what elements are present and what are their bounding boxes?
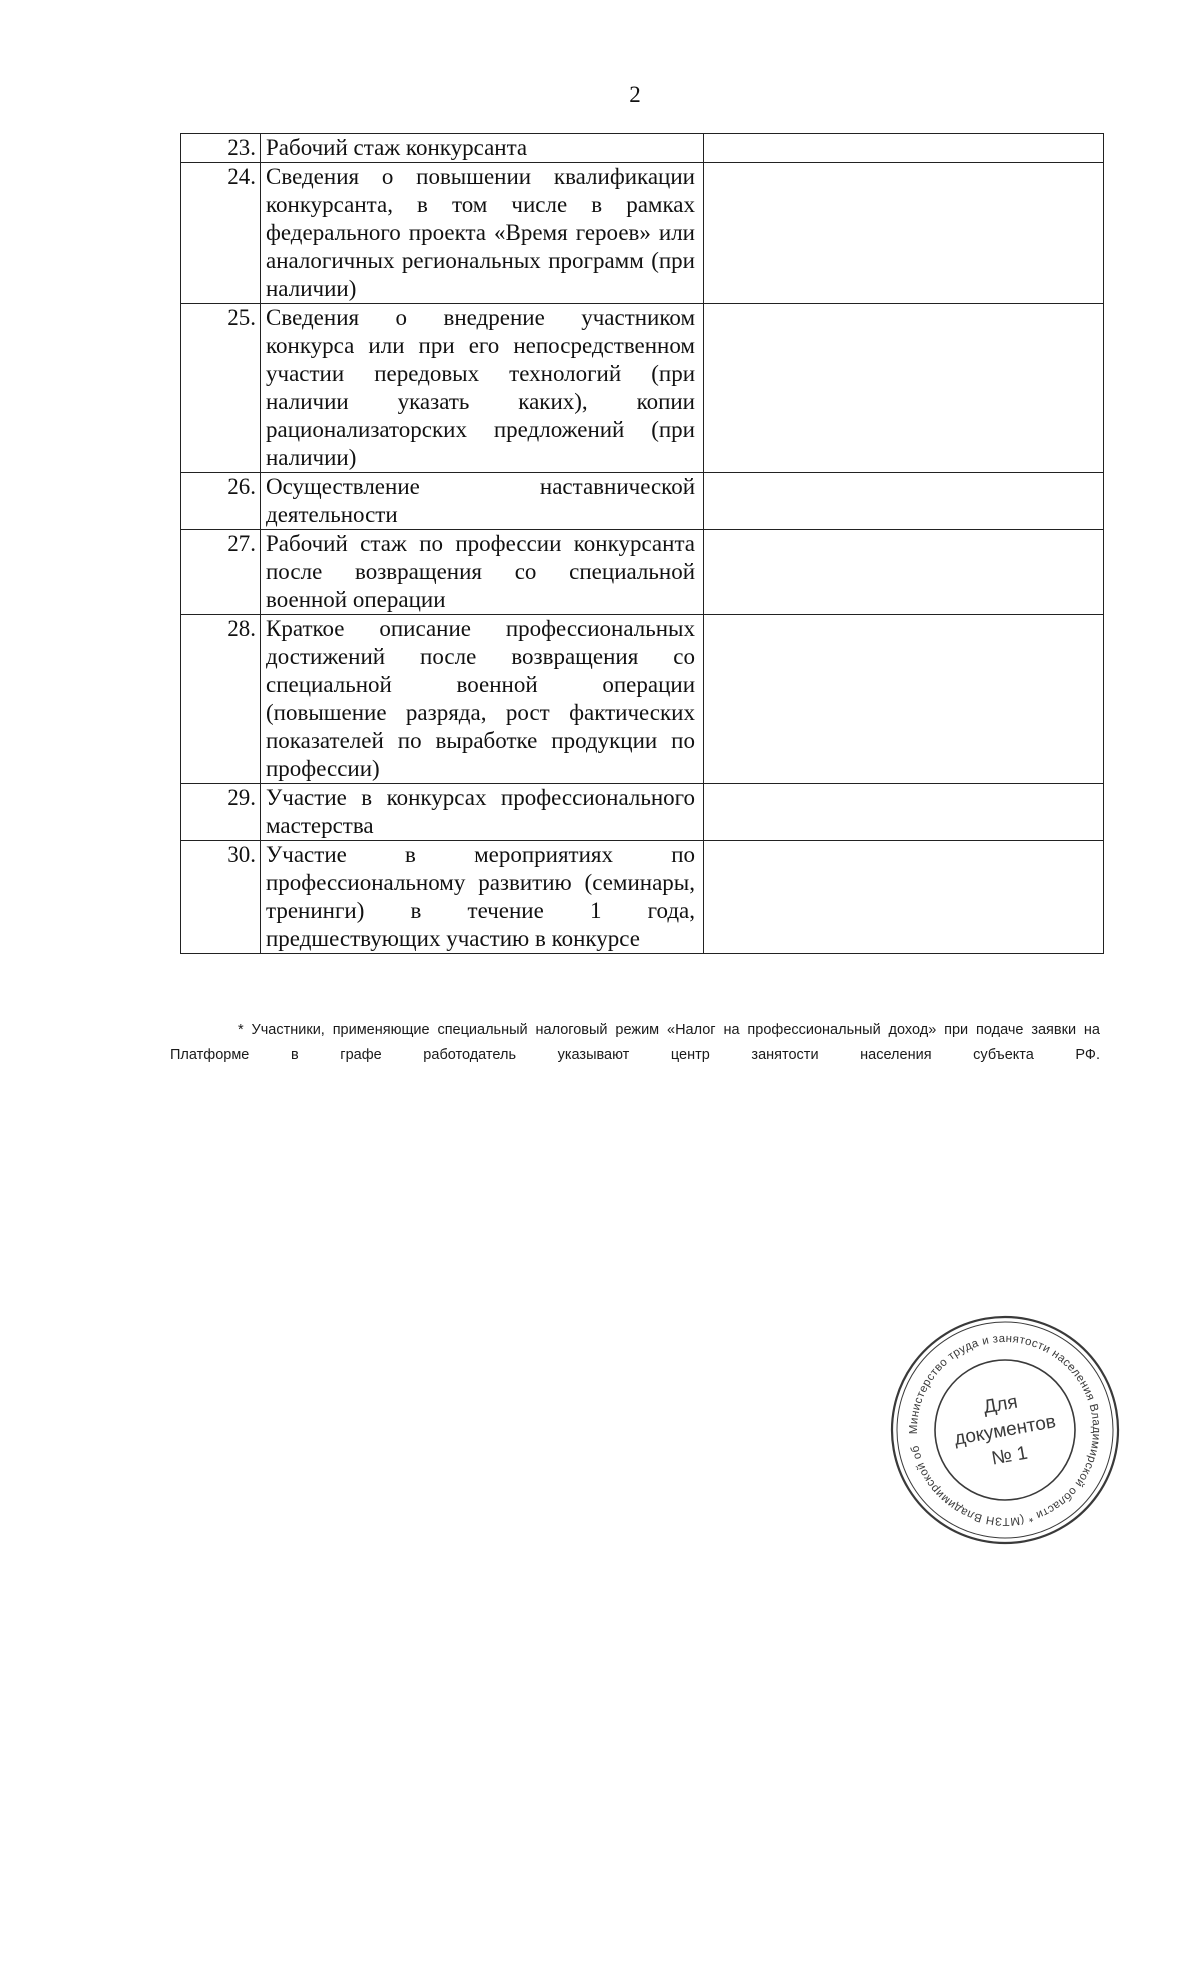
- row-label: Участие в мероприятиях по профессиональному развитию (семинары, тренинги) в течение 1 года, предшествующих участию в конкурсе: [261, 841, 704, 954]
- row-number: 25.: [181, 304, 261, 473]
- table-row: [181, 784, 1104, 841]
- application-form-table: [180, 133, 1104, 954]
- row-number: 26.: [181, 473, 261, 530]
- stamp-center-line3: № 1: [989, 1442, 1030, 1470]
- table-row: [181, 473, 1104, 530]
- official-stamp: [885, 1310, 1125, 1550]
- row-value-field[interactable]: [704, 304, 1104, 473]
- row-label: Осуществление наставнической деятельности: [261, 473, 704, 530]
- row-value-field[interactable]: [704, 841, 1104, 954]
- row-value-field[interactable]: [704, 615, 1104, 784]
- table-row: [181, 530, 1104, 615]
- footnote: * Участники, применяющие специальный налоговый режим «Налог на профессиональный доход» при подаче заявки на Платформе в графе работодатель указывают центр занятости населения субъекта РФ.: [170, 1022, 1100, 1063]
- table-row: [181, 615, 1104, 784]
- table-row: [181, 163, 1104, 304]
- row-value-field[interactable]: [704, 530, 1104, 615]
- row-number: 23.: [181, 134, 261, 163]
- row-value-field[interactable]: [704, 784, 1104, 841]
- row-number: 28.: [181, 615, 261, 784]
- row-value-field[interactable]: [704, 473, 1104, 530]
- page-number: 2: [629, 82, 641, 107]
- table-row: [181, 841, 1104, 954]
- stamp-center-line1: Для: [981, 1391, 1020, 1419]
- stamp-center-line2: документов: [952, 1411, 1058, 1450]
- row-label: Краткое описание профессиональных достижений после возвращения со специальной военной операции (повышение разряда, рост фактических показателей по выработке продукции по профессии): [261, 615, 704, 784]
- row-number: 27.: [181, 530, 261, 615]
- row-label: Сведения о внедрение участником конкурса или при его непосредственном участии передовых технологий (при наличии указать каких), копии рационализаторских предложений (при наличии): [261, 304, 704, 473]
- row-value-field[interactable]: [704, 163, 1104, 304]
- stamp-outer-text: Министерство труда и занятости населения Владимирской области * (МТЗН Владимирской области): [907, 1332, 1103, 1528]
- row-label: Рабочий стаж конкурсанта: [261, 134, 704, 163]
- row-number: 30.: [181, 841, 261, 954]
- row-number: 24.: [181, 163, 261, 304]
- row-label: Участие в конкурсах профессионального мастерства: [261, 784, 704, 841]
- row-label: Сведения о повышении квалификации конкурсанта, в том числе в рамках федерального проекта «Время героев» или аналогичных региональных программ (при наличии): [261, 163, 704, 304]
- row-value-field[interactable]: [704, 134, 1104, 163]
- table-row: [181, 134, 1104, 163]
- table-row: [181, 304, 1104, 473]
- row-label: Рабочий стаж по профессии конкурсанта после возвращения со специальной военной операции: [261, 530, 704, 615]
- row-number: 29.: [181, 784, 261, 841]
